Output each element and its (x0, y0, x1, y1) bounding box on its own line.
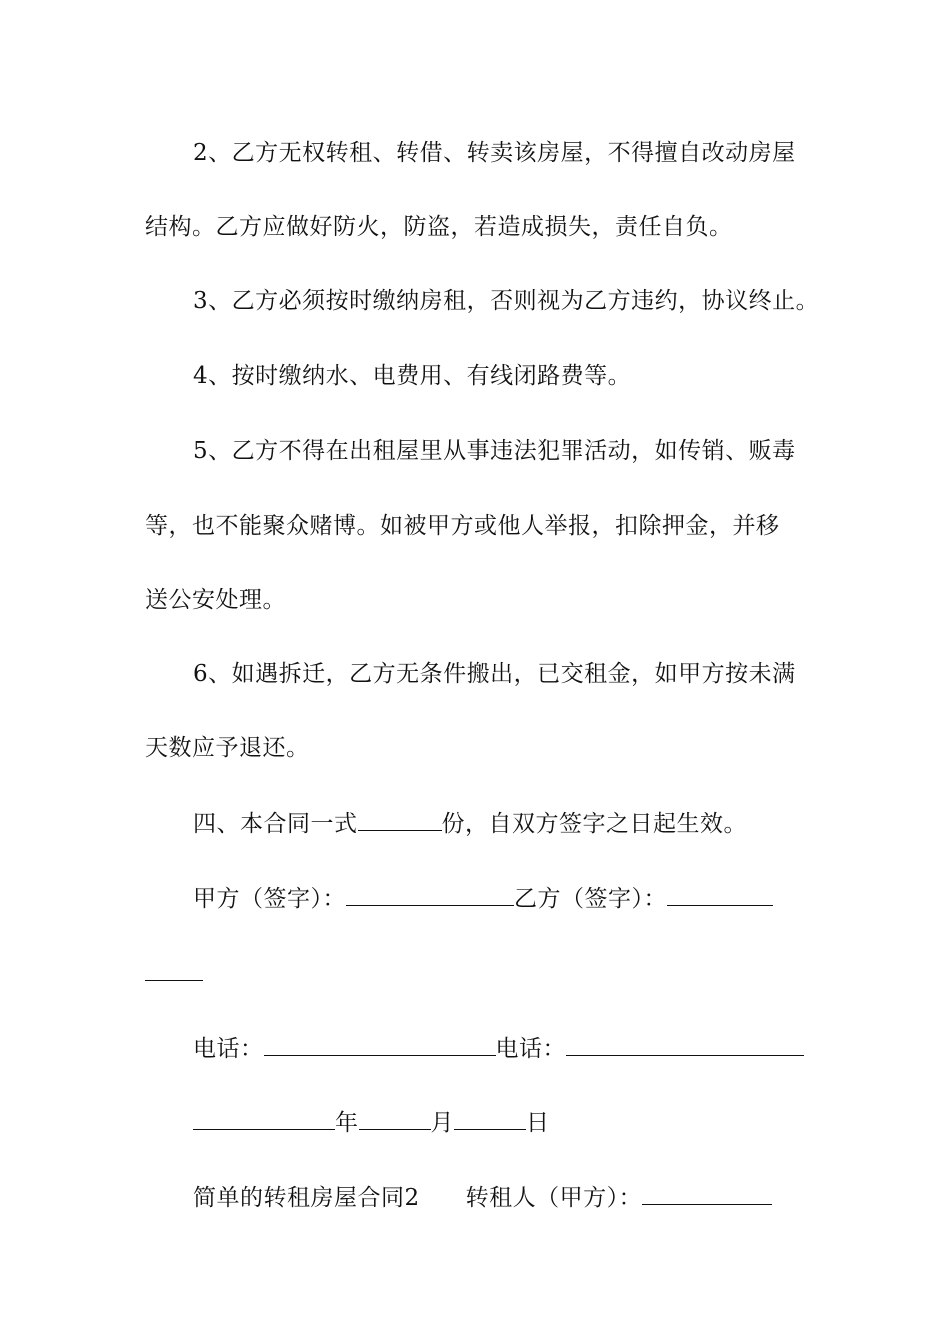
phone-line (193, 1033, 858, 1064)
paragraph-5-line-3: 送公安处理。 (145, 587, 286, 613)
day-label: 日 (526, 1110, 550, 1136)
signature-line-continued (145, 958, 810, 989)
clause-4-text-before: 四、本合同一式 (193, 811, 358, 837)
party-b-sign-blank (667, 883, 773, 906)
phone-a-label: 电话： (193, 1036, 264, 1062)
sublessor-label: 转租人（甲方）： (465, 1185, 643, 1211)
next-contract-line (193, 1182, 858, 1213)
paragraph-6-line-2: 天数应予退还。 (145, 735, 310, 761)
year-blank (193, 1107, 335, 1130)
party-a-sign-blank (346, 883, 514, 906)
day-blank (454, 1107, 526, 1130)
month-blank (359, 1107, 431, 1130)
date-line (193, 1107, 858, 1138)
party-b-sign-blank-continued (145, 958, 203, 981)
clause-4-text-after: 份，自双方签字之日起生效。 (441, 811, 747, 837)
phone-b-label: 电话： (495, 1036, 566, 1062)
party-a-sign-label: 甲方（签字）： (193, 886, 346, 912)
paragraph-4: 4、按时缴纳水、电费用、有线闭路费等。 (193, 363, 632, 389)
phone-b-blank (566, 1033, 804, 1056)
next-contract-title: 简单的转租房屋合同2 (193, 1185, 420, 1211)
copies-blank (358, 808, 442, 831)
paragraph-6-line-1: 6、如遇拆迁，乙方无条件搬出，已交租金，如甲方按未满 (193, 661, 796, 687)
paragraph-5-line-2: 等，也不能聚众赌博。如被甲方或他人举报，扣除押金，并移 (145, 513, 780, 539)
month-label: 月 (430, 1110, 454, 1136)
paragraph-3: 3、乙方必须按时缴纳房租，否则视为乙方违约，协议终止。 (193, 288, 820, 314)
signature-line (193, 883, 858, 914)
phone-a-blank (264, 1033, 496, 1056)
sublessor-blank (642, 1182, 772, 1205)
year-label: 年 (335, 1110, 359, 1136)
clause-4 (193, 808, 858, 839)
paragraph-2-line-2: 结构。乙方应做好防火，防盗，若造成损失，责任自负。 (145, 214, 733, 240)
paragraph-5-line-1: 5、乙方不得在出租屋里从事违法犯罪活动，如传销、贩毒 (193, 438, 796, 464)
paragraph-2-line-1: 2、乙方无权转租、转借、转卖该房屋，不得擅自改动房屋 (193, 140, 796, 166)
party-b-sign-label: 乙方（签字）： (514, 886, 667, 912)
